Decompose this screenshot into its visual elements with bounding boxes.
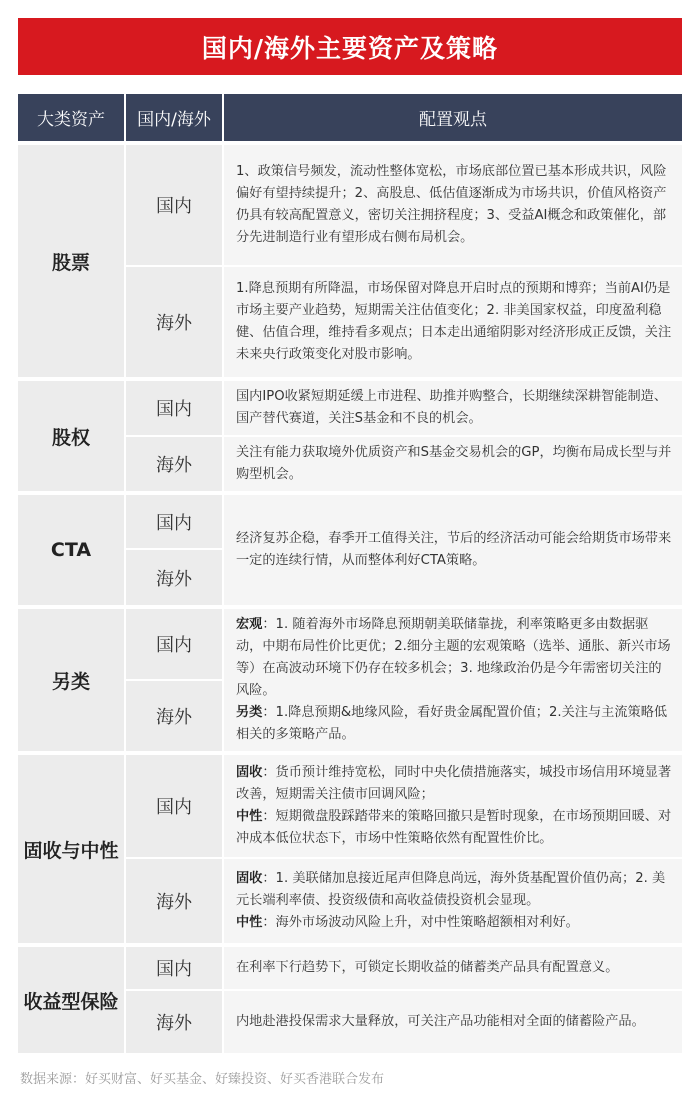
source-note: 数据来源：好买财富、好买基金、好臻投资、好买香港联合发布 bbox=[20, 1072, 385, 1087]
view-cell bbox=[224, 991, 682, 1053]
category-cell: 股权 bbox=[18, 381, 126, 491]
view-text: ：1. 随着海外市场降息预期朝美联储靠拢，利率策略更多由数据驱动，中期布局性价比更优；2.细分主题的宏观策略（选举、通胀、新兴市场等）在高波动环境下仍存在较多机会；3. 地缘政治仍是今年需密切关注的风险。 bbox=[236, 617, 671, 698]
region-cell-overseas: 海外 bbox=[126, 437, 224, 491]
row-group-stock bbox=[18, 145, 682, 377]
category-cell: 另类 bbox=[18, 609, 126, 751]
view-text: ：1.降息预期&地缘风险，看好贵金属配置价值；2.关注与主流策略低相关的多策略产品。 bbox=[236, 705, 668, 742]
row-group-fixed-income bbox=[18, 755, 682, 943]
view-paragraph-neutral bbox=[236, 912, 672, 934]
row-group-equity bbox=[18, 381, 682, 491]
region-cell-domestic: 国内 bbox=[126, 947, 224, 991]
region-cell-domestic: 国内 bbox=[126, 381, 224, 437]
row-group-insurance bbox=[18, 947, 682, 1053]
row-group-alt bbox=[18, 609, 682, 751]
row-group-cta bbox=[18, 495, 682, 605]
category-cell: 固收与中性 bbox=[18, 755, 126, 943]
view-cell bbox=[224, 755, 682, 859]
region-cell-overseas: 海外 bbox=[126, 267, 224, 377]
category-cell: 股票 bbox=[18, 145, 126, 377]
view-cell bbox=[224, 495, 682, 605]
macro-label: 宏观 bbox=[236, 617, 263, 632]
header-category: 大类资产 bbox=[18, 94, 126, 141]
view-cell bbox=[224, 947, 682, 991]
region-cell-overseas: 海外 bbox=[126, 550, 224, 605]
view-cell bbox=[224, 609, 682, 751]
view-paragraph-fixed bbox=[236, 868, 672, 912]
fixed-label: 固收 bbox=[236, 765, 263, 780]
view-text: 1、政策信号频发，流动性整体宽松，市场底部位置已基本形成共识，风险偏好有望持续提升；2、高股息、低估值逐渐成为市场共识，价值风格资产仍具有较高配置意义，密切关注拥挤程度；3、受益AI概念和政策催化，部分先进制造行业有望形成右侧布局机会。 bbox=[236, 164, 667, 245]
region-cell-domestic: 国内 bbox=[126, 755, 224, 859]
header-region: 国内/海外 bbox=[126, 94, 224, 141]
header-view: 配置观点 bbox=[224, 94, 682, 141]
view-paragraph-macro bbox=[236, 614, 672, 702]
view-text: ：短期微盘股踩踏带来的策略回撤只是暂时现象，在市场预期回暖、对冲成本低位状态下，市场中性策略依然有配置性价比。 bbox=[236, 809, 672, 846]
view-text: ：海外市场波动风险上升，对中性策略超额相对利好。 bbox=[262, 915, 579, 930]
fixed-label: 固收 bbox=[236, 871, 263, 886]
view-cell bbox=[224, 145, 682, 267]
view-text: 关注有能力获取境外优质资产和S基金交易机会的GP，均衡布局成长型与并购型机会。 bbox=[236, 445, 672, 482]
alt-label: 另类 bbox=[236, 705, 263, 720]
view-paragraph-fixed bbox=[236, 762, 672, 806]
view-text: 在利率下行趋势下，可锁定长期收益的储蓄类产品具有配置意义。 bbox=[236, 960, 619, 975]
view-cell bbox=[224, 437, 682, 491]
neutral-label: 中性 bbox=[236, 809, 263, 824]
view-text: ：货币预计维持宽松，同时中央化债措施落实，城投市场信用环境显著改善，短期需关注债市回调风险； bbox=[236, 765, 672, 802]
table-header-row bbox=[18, 94, 682, 141]
region-cell-overseas: 海外 bbox=[126, 991, 224, 1053]
neutral-label: 中性 bbox=[236, 915, 263, 930]
view-cell bbox=[224, 381, 682, 437]
asset-strategy-table bbox=[18, 94, 682, 1053]
region-cell-domestic: 国内 bbox=[126, 495, 224, 550]
page-title: 国内/海外主要资产及策略 bbox=[18, 18, 682, 75]
view-cell bbox=[224, 859, 682, 943]
view-text: 国内IPO收紧短期延缓上市进程、助推并购整合，长期继续深耕智能制造、国产替代赛道，关注S基金和不良的机会。 bbox=[236, 389, 668, 426]
view-cell bbox=[224, 267, 682, 377]
region-cell-overseas: 海外 bbox=[126, 681, 224, 751]
view-text: 1.降息预期有所降温，市场保留对降息开启时点的预期和博弈；当前AI仍是市场主要产业趋势，短期需关注估值变化；2. 非美国家权益，印度盈利稳健、估值合理，维持看多观点；日本走出通缩阴影对经济形成正反馈，关注未来央行政策变化对股市影响。 bbox=[236, 281, 672, 362]
view-text: 内地赴港投保需求大量释放，可关注产品功能相对全面的储蓄险产品。 bbox=[236, 1014, 645, 1029]
view-paragraph-neutral bbox=[236, 806, 672, 850]
region-cell-domestic: 国内 bbox=[126, 145, 224, 267]
category-cell: CTA bbox=[18, 495, 126, 605]
category-cell: 收益型保险 bbox=[18, 947, 126, 1053]
view-text: ：1. 美联储加息接近尾声但降息尚远，海外货基配置价值仍高；2. 美元长端利率债、投资级债和高收益债投资机会显现。 bbox=[236, 871, 666, 908]
region-cell-domestic: 国内 bbox=[126, 609, 224, 681]
region-cell-overseas: 海外 bbox=[126, 859, 224, 943]
view-paragraph-alt bbox=[236, 702, 672, 746]
view-text: 经济复苏企稳，春季开工值得关注，节后的经济活动可能会给期货市场带来一定的连续行情，从而整体利好CTA策略。 bbox=[236, 531, 672, 568]
